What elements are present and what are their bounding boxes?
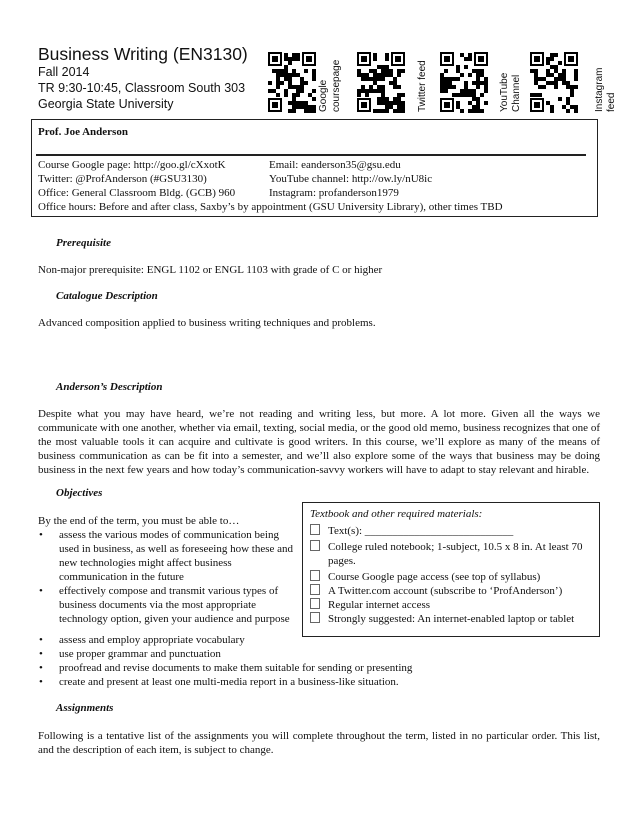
office-location: Office: General Classroom Bldg. (GCB) 960 bbox=[38, 187, 236, 199]
materials-title: Textbook and other required materials: bbox=[310, 508, 483, 520]
info-row bbox=[38, 186, 399, 200]
objectives-list-narrow bbox=[38, 528, 300, 626]
google-course-page-qr-code[interactable] bbox=[268, 52, 316, 114]
assignments-heading: Assignments bbox=[56, 702, 114, 714]
prerequisite-text: Non-major prerequisite: ENGL 1102 or ENGL 1103 with grade of C or higher bbox=[38, 264, 383, 276]
info-row bbox=[38, 158, 401, 172]
objective-item: • proofread and revise documents to make them suitable for sending or presenting bbox=[38, 661, 598, 675]
checkbox-icon bbox=[310, 612, 320, 623]
material-item: Regular internet access bbox=[310, 598, 583, 612]
catalogue-heading: Catalogue Description bbox=[56, 290, 158, 302]
instagram-qr-label-2: feed bbox=[606, 92, 617, 112]
twitter-handle[interactable]: Twitter: @ProfAnderson (#GSU3130) bbox=[38, 173, 207, 185]
youtube-qr-label-2: Channel bbox=[511, 74, 522, 112]
instagram-handle[interactable]: Instagram: profanderson1979 bbox=[269, 187, 399, 199]
objective-item: • use proper grammar and punctuation bbox=[38, 647, 598, 661]
youtube-qr-label-1: YouTube bbox=[499, 72, 510, 112]
divider bbox=[36, 154, 586, 156]
objective-item: • assess and employ appropriate vocabulary bbox=[38, 633, 598, 647]
course-title: Business Writing (EN3130) bbox=[38, 44, 248, 64]
email-link[interactable]: Email: eanderson35@gsu.edu bbox=[269, 159, 401, 171]
google-qr-label-1: Google bbox=[318, 79, 329, 112]
objectives-intro: By the end of the term, you must be able to… bbox=[38, 515, 240, 527]
material-item: Text(s): ___________________________ bbox=[310, 524, 583, 538]
instagram-feed-qr-code[interactable] bbox=[530, 52, 578, 114]
assignments-text: Following is a tentative list of the assignments you will complete throughout the term, listed in no particular order. This list, and the description of each item, is subject to change. bbox=[38, 730, 600, 756]
required-materials-box bbox=[302, 502, 600, 637]
checkbox-icon bbox=[310, 598, 320, 609]
checkbox-icon bbox=[310, 540, 320, 551]
professor-name: Prof. Joe Anderson bbox=[38, 126, 128, 138]
google-qr-label-2: coursepage bbox=[331, 59, 342, 112]
checkbox-icon bbox=[310, 584, 320, 595]
schedule: TR 9:30-10:45, Classroom South 303 bbox=[38, 81, 246, 95]
syllabus-header bbox=[38, 44, 248, 112]
objective-item: • create and present at least one multi-media report in a business-like situation. bbox=[38, 675, 598, 689]
material-item: College ruled notebook; 1-subject, 10.5 x 8 in. At least 70 pages. bbox=[310, 540, 583, 568]
instagram-qr-label-1: Instagram bbox=[594, 67, 605, 112]
objective-item: • assess the various modes of communication being used in business, as well as foreseeing how these and new technologies might affect business communication in the future bbox=[38, 528, 300, 584]
description-text: Despite what you may have heard, we’re not reading and writing less, but more. A lot more. Given all the ways we communicate with one another, whether via email, texting, social media, or the good old memo, business recognizes that one of the most valuable tools it can acquire and cultivate is good writers. In this course, we’ll explore as many of the means of business communication as can be fit into a semester, and we’ll also explore some of the ways that business may be doing business in the next few years and how today’s communication-savvy workers will have to adapt to stay relevant and hirable. bbox=[38, 408, 600, 476]
course-page-link[interactable]: Course Google page: http://goo.gl/cXxotK bbox=[38, 159, 226, 171]
material-item: Strongly suggested: An internet-enabled laptop or tablet bbox=[310, 612, 583, 626]
office-hours: Office hours: Before and after class, Saxby’s by appointment (GSU University Library), other times TBD bbox=[38, 201, 503, 213]
contact-info-box bbox=[31, 119, 598, 217]
objectives-list-wide bbox=[38, 633, 598, 689]
checkbox-icon bbox=[310, 524, 320, 535]
twitter-qr-label: Twitter feed bbox=[417, 60, 428, 112]
youtube-channel-qr-code[interactable] bbox=[440, 52, 488, 114]
checkbox-icon bbox=[310, 570, 320, 581]
term: Fall 2014 bbox=[38, 65, 90, 79]
university: Georgia State University bbox=[38, 97, 174, 111]
prerequisite-heading: Prerequisite bbox=[56, 237, 111, 249]
info-row bbox=[38, 172, 433, 186]
description-heading: Anderson’s Description bbox=[56, 381, 163, 393]
twitter-feed-qr-code[interactable] bbox=[357, 52, 405, 114]
youtube-link[interactable]: YouTube channel: http://ow.ly/nU8ic bbox=[269, 173, 433, 185]
material-item: A Twitter.com account (subscribe to ‘ProfAnderson’) bbox=[310, 584, 583, 598]
material-item: Course Google page access (see top of syllabus) bbox=[310, 570, 583, 584]
catalogue-text: Advanced composition applied to business writing techniques and problems. bbox=[38, 317, 376, 329]
objective-item: • effectively compose and transmit various types of business documents via the most appropriate technology option, given your audience and purpose bbox=[38, 584, 300, 626]
objectives-heading: Objectives bbox=[56, 487, 103, 499]
